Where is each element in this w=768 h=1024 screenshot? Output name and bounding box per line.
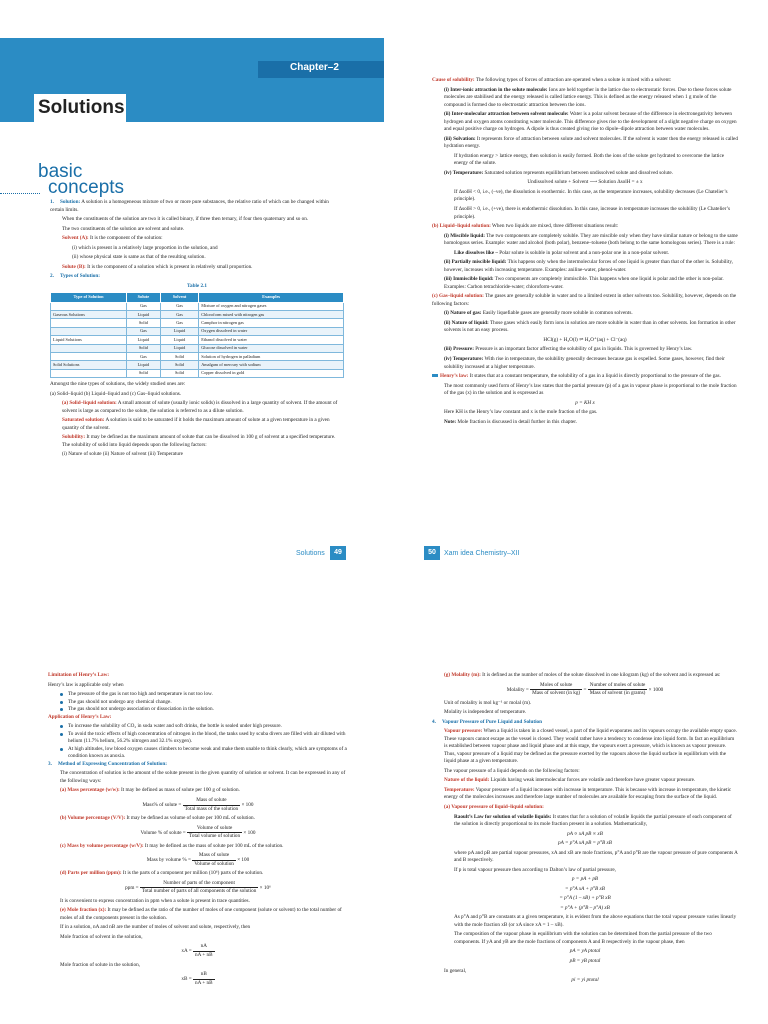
table-header: Solvent [160,293,198,302]
table-row [51,327,344,335]
table-row [51,352,344,360]
table-cell: Liquid [126,361,160,369]
table-cell: Liquid [126,310,160,318]
mass-percent-formula: Mass% of solute = $\frac{\text{Mass of solute}}{\text{Total mass of the solution}}$ × 100 [142,796,254,812]
page-50-body: Cause of solubility: The following types of forces of attraction are operated when a solute is mixed with a solvent: (i) Inter-ionic attraction in the solute molecule: Ions are held together in the lattice due to electrostatic forces. Due to these forces solute molecules are stabilised and the energy released is called lattice energy. This is defined as the energy released when 1 g mole of the compound is formed due to electrostatic attraction between the ions. (ii) Inter-molecular attraction between solvent molecule: Water is a polar solvent because of the difference in electronegativity between hydrogen and oxygen atoms constituting water molecule. This difference gives rise to the development of a slight negative charge on oxygen and equal positive charge on hydrogen. A dipole is thus created giving rise to dipole–dipole attraction between water molecules. (iii) Solvation: It represents force of attraction between solute and solvent molecules. If the solvent is water then the energy released is called hydration energy. If hydration energy > lattice energy, then solution is easily formed. Both the ions of the solute get hydrated to overcome the lattice energy of the solute. (iv) Temperature: Saturated solution represents equilibrium between undissolved solute and dissolved solute. Undissolved solute + Solvent ⟶ Solution ΔsolH = ± x If ΔsolH < 0, i.e., (–ve), the dissolution is exothermic. In this case, as the temperature increases, solubility decreases (Le Chatelier’s principle). If ΔsolH > 0, i.e., (+ve), there is endothermic dissolution. In this case, increase in temperature increases the solubility (Le Chatelier’s principle). (b) Liquid–liquid solution: When two liquids are mixed, three different situations result: (i) Miscible liquid: The two components are completely soluble. They are miscible only when they have similar nature or belong to the same homologous series. Example: water and alcohol (both polar), benzene–toluene (both belong to the same homologous series). There is a rule: Like dissolves like – Polar solute is soluble in polar solvent and a non-polar one in a non-polar solvent. (ii) Partially miscible liquid: This happens only when the intermolecular forces of one liquid is greater than that of the other is. Solubility, however, increases with increasing temperature. Examples: aniline-water, phenol-water. (iii) Immiscible liquid: Two components are completely immiscible. This happens when one liquid is polar and the other is non-polar. Examples: Carbon tetrachloride-water; chloroform-water. (c) Gas–liquid solution: The gases are generally soluble in water and to a limited extent in other solvents too. Solubility, however, depends on the following factors: (i) Nature of gas: Easily liquefiable gases are generally more soluble in common solvents. (ii) Nature of liquid: Those gases which easily form ions in solution are more soluble in water than in other solvents. Ion formation in other solvents is not an easy process. HCl(g) + H₂O(l) ⇌ H₃O⁺(aq) + Cl⁻(aq) (iii) Pressure: Pressure is an important factor affecting the solubility of gas in liquids. This is governed by Henry’s law. (iv) Temperature: With rise in temperature, the solubility generally decreases because gas is expelled. Some gases, however, find their solubility increased at a higher temperature. Henry’s law: It states that at a constant temperature, the solubility of a gas in a liquid is directly proportional to the pressure of the gas. The most commonly used form of Henry’s law states that the partial pressure (p) of a gas in vapour phase is proportional to the mole fraction of the gas (x) in the solution and is expressed as p = KH x Here KH is the Henry’s law constant and x is the mole fraction of the gas. Note: Mole fraction is discussed in detail further in this chapter. [432,77,738,425]
solution-types-table [50,292,344,378]
table-cell: Gas [126,352,160,360]
table-header: Type of Solution [51,293,127,302]
page-51-body: Limitation of Henry’s Law: Henry’s law is applicable only when The pressure of the gas is not too high and temperature is not too low. The gas should not undergo any chemical change. The gas should not undergo association or dissociation in the solution. Application of Henry’s Law: To increase the solubility of CO₂ in soda water and soft drinks, the bottle is sealed under high pressure. To avoid the toxic effects of high concentration of nitrogen in the blood, the tanks used by scuba divers are filled with air diluted with helium (11.7% helium, 56.2% nitrogen and 32.1% oxygen). At high altitudes, low blood oxygen causes climbers to become weak and make them unable to think clearly, which are symptoms of a condition known as anoxia. 3. Method of Expressing Concentration of Solution: The concentration of solution is the amount of the solute present in the given quantity of solution or solvent. It can be expressed in any of the following ways: (a) Mass percentage (w/w): It may be defined as mass of solute per 100 g of solution. Mass% of solute = $\frac{\text{Mass of solute}}{\text{Total mass of the solution}}$ × 100 (b) Volume percentage (V/V): It may be defined as volume of solute per 100 mL of solution. Volume % of solute = $\frac{\text{Volume of solute}}{\text{Total volume of solution}}$ × 100 (c) Mass by volume percentage (w/V): It may be defined as the mass of solute per 100 mL of the solution. Mass by volume % = $\frac{\text{Mass of solute}}{\text{Volume of solution}}$ × 100 (d) Parts per million (ppm): It is the parts of a component per million (10⁶) parts of the solution. ppm = $\frac{\text{Number of parts of the component}}{\text{Total number of parts of all components of the solution}}$ × 10⁶ It is convenient to express concentration in ppm when a solute is present in trace quantities. (e) Mole fraction (x): It may be defined as the ratio of the number of moles of one component (solute or solvent) to the total number of moles of all the components present in the solution. If in a solution, nA and nB are the number of moles of solvent and solute, respectively, then Mole fraction of solvent in the solution, xA = $\frac{nA}{nA + nB}$ Mole fraction of solute in the solution, xB = $\frac{nB}{nA + nB}$ [48,672,347,986]
table-row [51,344,344,352]
table-row [51,302,344,310]
footer-label: Solutions [296,550,325,557]
table-cell: Solid Solutions [51,361,127,369]
table-cell: Liquid [160,327,198,335]
table-cell: Chloroform mixed with nitrogen gas [199,310,344,318]
table-cell: Gas [160,319,198,327]
table-cell: Liquid [160,336,198,344]
table-cell [51,319,127,327]
table-cell: Liquid Solutions [51,336,127,344]
chapter-label: Chapter–2 [290,62,339,73]
table-cell: Mixture of oxygen and nitrogen gases [199,302,344,310]
list-item: The gas should not undergo association or dissociation in the solution. [48,706,348,714]
dotted-divider [0,193,40,194]
table-cell: Liquid [126,336,160,344]
table-cell: Camphor in nitrogen gas [199,319,344,327]
table-cell: Solid [160,352,198,360]
page-title: Solutions [38,97,125,118]
molality-formula: Molality = $\frac{\text{Moles of solute}}{\text{Mass of solvent (in kg)}}$ = $\frac{\text{Number of moles of solute}}{\text{Mass of solvent (in grams)}}$ × 1000 [506,681,664,697]
page-number-50: 50 [424,546,440,560]
table-cell: Solid [160,361,198,369]
xb-formula: xB = $\frac{nB}{nA + nB}$ [181,971,213,986]
table-row [51,369,344,377]
page-footer-49 [296,550,325,557]
xa-formula: xA = $\frac{nA}{nA + nB}$ [181,943,213,958]
table-cell: Solid [160,369,198,377]
table-cell: Solid [126,344,160,352]
table-cell: Glucose dissolved in water [199,344,344,352]
list-item: The pressure of the gas is not too high and temperature is not too low. [48,691,348,699]
table-cell [51,352,127,360]
table-cell: Ethanol dissolved in water [199,336,344,344]
page-49 [0,0,384,576]
table-cell: Gaseous Solutions [51,310,127,318]
ppm-formula: ppm = $\frac{\text{Number of parts of the component}}{\text{Total number of parts of all components of the solution}}$ × 10⁶ [125,879,271,895]
page-52-body: (g) Molality (m): It is defined as the number of moles of the solute dissolved in one kilogram (kg) of the solvent and is expressed as: Molality = $\frac{\text{Moles of solute}}{\text{Mass of solvent (in kg)}}$ = $\frac{\text{Number of moles of solute}}{\text{Mass of solvent (in grams)}}$ × 1000 Unit of molality is mol kg⁻¹ or molal (m). Molality is independent of temperature. 4. Vapour Pressure of Pure Liquid and Solution Vapour pressure: When a liquid is taken in a closed vessel, a part of the liquid evaporates and its vapours occupy the available empty space. These vapours cannot escape as the vessel is closed. They would rather have a tendency to condense into liquid form. In fact an equilibrium is established between vapour phase and liquid phase and at this stage, the vapours exert a pressure, which is known as vapour pressure. Thus, vapour pressure of a liquid may be defined as the pressure exerted by the vapours above the liquid surface in equilibrium with the liquid phase at a given temperature. The vapour pressure of a liquid depends on the following factors: Nature of the liquid: Liquids having weak intermolecular forces are volatile and therefore have greater vapour pressure. Temperature: Vapour pressure of a liquid increases with increase in temperature. This is because with increase in temperature, the kinetic energy of the molecules increases and therefore large number of molecules are available for escaping from the surface of the liquid. (a) Vapour pressure of liquid–liquid solution: Raoult’s Law for solution of volatile liquids: It states that for a solution of volatile liquids the partial pressure of each component of the solution is directly proportional to its mole fraction present in a solution. Mathematically, pA ∝ xA pB ∝ xB pA = p°A xA pB = p°B xB where pA and pB are partial vapour pressures, xA and xB are mole fractions, p°A and p°B are the vapour pressure of pure components A and B respectively. If p is total vapour pressure then according to Dalton’s law of partial pressure, p = pA + pB = p°A xA + p°B xB = p°A (1 – xB) + p°B xB = p°A + (p°B – p°A) xB As p°A and p°B are constants at a given temperature, it is evident from the above equations that the total vapour pressure varies linearly with the mole fraction xB (or xA since xA = 1 – xB). The composition of the vapour phase in equilibrium with the solution can be determined from the partial pressure of the two components. If yA and yB are the mole fractions of components A and B respectively in the vapour phase, then pA = yA ptotal pB = yB ptotal In general, pi = yi ptotal [432,672,738,984]
table-cell: Solution of hydrogen in palladium [199,352,344,360]
page-49-body: 1. Solution: A solution is a homogeneous mixture of two or more pure substances, the relative ratio of which can be changed within certain limits. When the constituents of the solution are two it is called binary, if three then ternary, if four then quaternary and so on. The two constituents of the solution are solvent and solute. Solvent (A): It is the component of the solution: (i) which is present in a relatively large proportion in the solution, and (ii) whose physical state is same as that of the resulting solution. Solute (B): It is the component of a solution which is present in relatively small proportion. 2. Types of Solution: Table 2.1 Type of Solution Solute Solvent Examples Gas Gas Mixture of oxygen and nitrogen gases Gaseous Solutions Liquid Gas Chloroform mixed with nitrogen gas Solid Gas Camphor in nitrogen gas Gas Liquid Oxygen dissolved in water Liquid Solutions Liquid Liquid Ethanol dissolved in water Solid Liquid Glucose dissolved in water Gas Solid Solution of hydrogen in palladium Solid Solutions Liquid Solid Amalgam of mercury with sodium Solid Solid Copper dissolved in gold Amongst the nine types of solutions, the widely studied ones are: (a) Solid–liquid (b) Liquid–liquid and (c) Gas–liquid solutions. (a) Solid–liquid solution: A small amount of solute (usually ionic solids) is dissolved in a large quantity of solvent. If the amount of solvent is large as compared to the solute, the solution is referred to as a dilute solution. Saturated solution: A solution is said to be saturated if it holds the maximum amount of solute at a given temperature in a given quantity of the solvent. Solubility: It may be defined as the maximum amount of solute that can be dissolved in 100 g of solvent at a specified temperature. The solubility of solid into liquid depends upon the following factors: (i) Nature of solute (ii) Nature of solvent (iii) Temperature [50,199,344,539]
table-cell: Liquid [160,344,198,352]
table-caption: Table 2.1 [187,282,207,289]
table-cell [51,344,127,352]
table-cell: Gas [126,327,160,335]
table-cell [51,302,127,310]
table-row [51,336,344,344]
table-cell: Solid [126,319,160,327]
mass-volume-formula: Mass by volume % = $\frac{\text{Mass of solute}}{\text{Volume of solution}}$ × 100 [146,852,250,867]
table-cell: Gas [160,302,198,310]
table-cell: Copper dissolved in gold [199,369,344,377]
table-row [51,310,344,318]
logo [38,161,125,199]
table-row [51,319,344,327]
henry-marker-icon [432,374,438,377]
page-52 [384,576,768,1024]
table-cell [51,327,127,335]
volume-percent-formula: Volume % of solute = $\frac{\text{Volume of solute}}{\text{Total volume of solution}}$ × 100 [140,824,256,840]
list-item: The gas should not undergo any chemical change. [48,699,348,707]
table-header: Solute [126,293,160,302]
list-item: To avoid the toxic effects of high concentration of nitrogen in the blood, the tanks used by scuba divers are filled with air diluted with helium (11.7% helium, 56.2% nitrogen and 32.1% oxygen). [48,731,348,746]
list-item: To increase the solubility of CO₂ in soda water and soft drinks, the bottle is sealed under high pressure. [48,723,348,731]
table-row [51,361,344,369]
table-cell: Amalgam of mercury with sodium [199,361,344,369]
page-50 [384,0,768,576]
page-51 [0,576,384,1024]
table-cell: Solid [126,369,160,377]
footer-label-50: Xam idea Chemistry–XII [444,550,520,557]
page-number-49: 49 [330,546,346,560]
table-cell: Gas [160,310,198,318]
table-cell: Gas [126,302,160,310]
logo-bottom: concepts [48,177,125,199]
table-cell [51,369,127,377]
list-item: At high altitudes, low blood oxygen causes climbers to become weak and make them unable to think clearly, which are symptoms of a condition known as anoxia. [48,746,348,761]
table-cell: Oxygen dissolved in water [199,327,344,335]
logo-top: basic [38,161,83,182]
table-header: Examples [199,293,344,302]
